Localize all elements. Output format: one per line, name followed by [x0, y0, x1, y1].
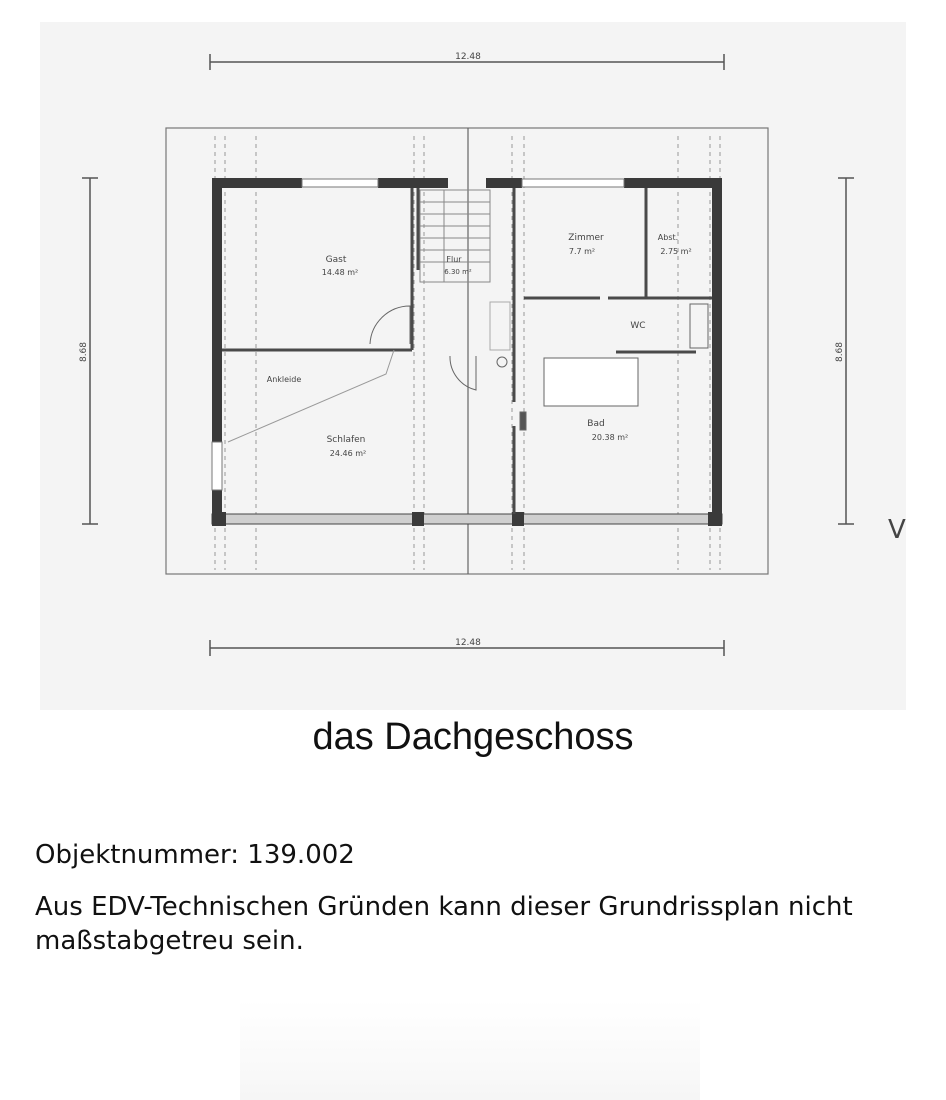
- room-area: 7.7 m²: [568, 247, 596, 256]
- dimension-bottom-label: 12.48: [455, 638, 481, 648]
- scale-disclaimer: Aus EDV-Technischen Gründen kann dieser Grundrissplan nicht maßstabgetreu sein.: [35, 892, 853, 956]
- object-number: Objektnummer: 139.002: [35, 840, 355, 870]
- edge-mark: V: [888, 515, 906, 545]
- room-name: Abst.: [657, 233, 679, 242]
- faded-image-remnant: [240, 1000, 700, 1100]
- room-label-ankleide: [267, 375, 302, 384]
- ankleide-partition: [228, 350, 394, 442]
- floor-plan: [40, 22, 906, 710]
- dimension-left-label: 8.68: [79, 341, 89, 363]
- room-label-bad: [587, 419, 628, 442]
- dimension-top-label: 12.48: [455, 52, 481, 62]
- room-label-wc: [630, 321, 645, 331]
- room-area: 24.46 m²: [329, 449, 367, 458]
- object-info: [35, 838, 925, 958]
- room-area: 2.75 m²: [660, 247, 692, 256]
- interior-walls: [222, 188, 712, 514]
- dimension-right-label: 8.68: [835, 341, 845, 363]
- room-name: Bad: [587, 419, 605, 429]
- room-area: 6.30 m²: [444, 268, 472, 276]
- room-name: Ankleide: [266, 375, 302, 384]
- room-name: Zimmer: [568, 233, 604, 243]
- room-name: WC: [630, 321, 646, 331]
- room-label-abst: [658, 233, 692, 256]
- room-name: Schlafen: [326, 435, 366, 445]
- room-label-zimmer: [568, 233, 604, 256]
- room-label-gast: [322, 255, 358, 277]
- room-name: Gast: [325, 255, 347, 265]
- plan-caption: das Dachgeschoss: [312, 716, 634, 758]
- room-area: 20.38 m²: [591, 433, 629, 442]
- room-label-schlafen: [327, 435, 367, 458]
- doors: [370, 306, 476, 390]
- room-name: Flur: [446, 255, 462, 264]
- bath-fixtures: [490, 302, 708, 430]
- room-area: 14.48 m²: [321, 268, 359, 277]
